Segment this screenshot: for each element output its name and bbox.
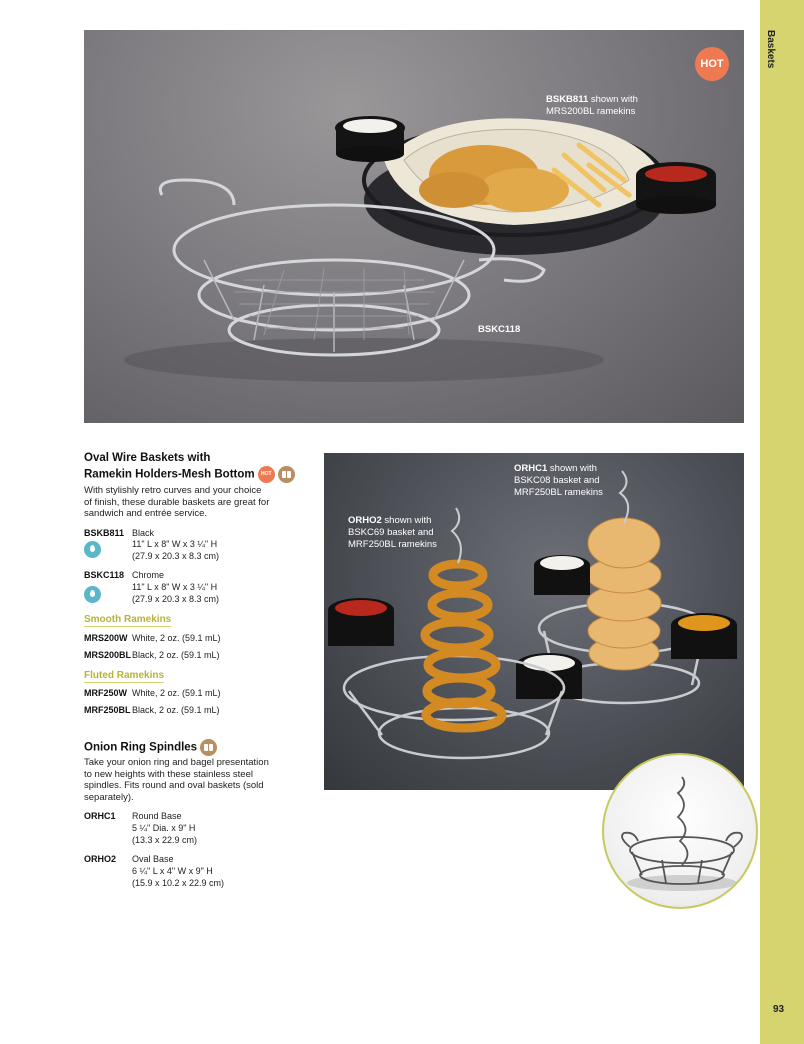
caption-code: BSKB811 — [546, 94, 589, 105]
caption-code: ORHO2 — [348, 515, 382, 526]
item-finish: Chrome — [132, 570, 165, 580]
item-dims: 5 ¼" Dia. x 9" H — [132, 823, 196, 833]
onion-spindles-heading — [84, 739, 314, 756]
hot-badge: HOT — [695, 47, 729, 81]
caption-text-line2: BSKC69 basket and — [348, 527, 434, 538]
water-drop-icon — [84, 541, 101, 558]
caption-bskc118 — [478, 324, 520, 336]
oval-baskets-description — [84, 485, 314, 520]
description-line: With stylishly retro curves and your choice — [84, 485, 262, 496]
caption-text: shown with — [547, 463, 597, 474]
caption-text-line2: BSKC08 basket and — [514, 475, 600, 486]
item-code: BSKB811 — [84, 528, 125, 538]
description-line: spindles. Fits round and oval baskets (sold — [84, 780, 264, 791]
onion-spindles-photo — [324, 453, 744, 790]
item-metric: (27.9 x 20.3 x 8.3 cm) — [132, 594, 220, 604]
hot-icon: HOT — [258, 466, 275, 483]
smooth-ramekins-heading: Smooth Ramekins — [84, 614, 172, 625]
section-title — [84, 739, 314, 756]
caption-text-line3: MRF250BL ramekins — [514, 487, 603, 498]
section-label: Baskets — [765, 30, 776, 69]
caption-bskb811 — [546, 94, 638, 118]
caption-text: shown with — [381, 515, 432, 526]
item-metric: (27.9 x 20.3 x 8.3 cm) — [132, 551, 220, 561]
dishwasher-safe-icon — [200, 739, 217, 756]
item-dims: 11" L x 8" W x 3 ¼" H — [132, 539, 218, 549]
spindle-basket-illustration — [604, 755, 758, 909]
page-number: 93 — [773, 1004, 785, 1015]
onion-spindles-description — [84, 757, 314, 803]
item-code: MRF250W — [84, 688, 128, 698]
side-tab — [760, 0, 804, 1044]
item-finish: Black — [132, 528, 155, 538]
caption-text: shown with — [588, 94, 638, 105]
section-title-text: Ramekin Holders-Mesh Bottom — [84, 468, 255, 481]
item-code: ORHO2 — [84, 854, 117, 864]
onion-spindles-illustration — [324, 453, 744, 790]
item-base: Round Base — [132, 811, 182, 821]
item-dims: 11" L x 8" W x 3 ¼" H — [132, 582, 218, 592]
item-dims: 6 ¼" L x 4" W x 9" H — [132, 866, 213, 876]
caption-text-line2: MRS200BL ramekins — [546, 106, 636, 117]
item-desc: Black, 2 oz. (59.1 mL) — [132, 650, 220, 660]
fluted-ramekins-heading: Fluted Ramekins — [84, 670, 165, 681]
item-code: MRS200BL — [84, 650, 132, 660]
dishwasher-safe-icon — [278, 466, 295, 483]
item-code: MRS200W — [84, 633, 128, 643]
description-line: to new heights with these stainless steel — [84, 768, 253, 780]
caption-code: BSKC118 — [478, 324, 521, 335]
section-title-line2 — [84, 466, 314, 483]
top-product-photo — [84, 30, 744, 423]
item-metric: (13.3 x 22.9 cm) — [132, 835, 198, 845]
caption-orhc1 — [514, 463, 603, 499]
item-code: ORHC1 — [84, 811, 116, 821]
oval-baskets-heading — [84, 451, 314, 483]
description-line: separately). — [84, 791, 134, 803]
water-drop-icon — [84, 586, 101, 603]
item-desc: Black, 2 oz. (59.1 mL) — [132, 705, 220, 715]
section-title-text: Onion Ring Spindles — [84, 741, 198, 754]
oval-baskets-illustration — [84, 30, 744, 423]
caption-orho2 — [348, 515, 437, 551]
item-metric: (15.9 x 10.2 x 22.9 cm) — [132, 878, 225, 888]
caption-text-line3: MRF250BL ramekins — [348, 539, 437, 550]
description-line: sandwich and entrée service. — [84, 508, 208, 519]
item-desc: White, 2 oz. (59.1 mL) — [132, 688, 221, 698]
caption-code: ORHC1 — [514, 463, 548, 474]
spindle-inset-photo — [602, 753, 758, 909]
item-base: Oval Base — [132, 854, 174, 864]
item-code: BSKC118 — [84, 570, 125, 580]
description-line: of finish, these durable baskets are great for — [84, 496, 270, 508]
description-line: Take your onion ring and bagel presentation — [84, 757, 269, 768]
item-code: MRF250BL — [84, 705, 131, 715]
item-desc: White, 2 oz. (59.1 mL) — [132, 633, 221, 643]
section-title-line1: Oval Wire Baskets with — [84, 452, 211, 464]
